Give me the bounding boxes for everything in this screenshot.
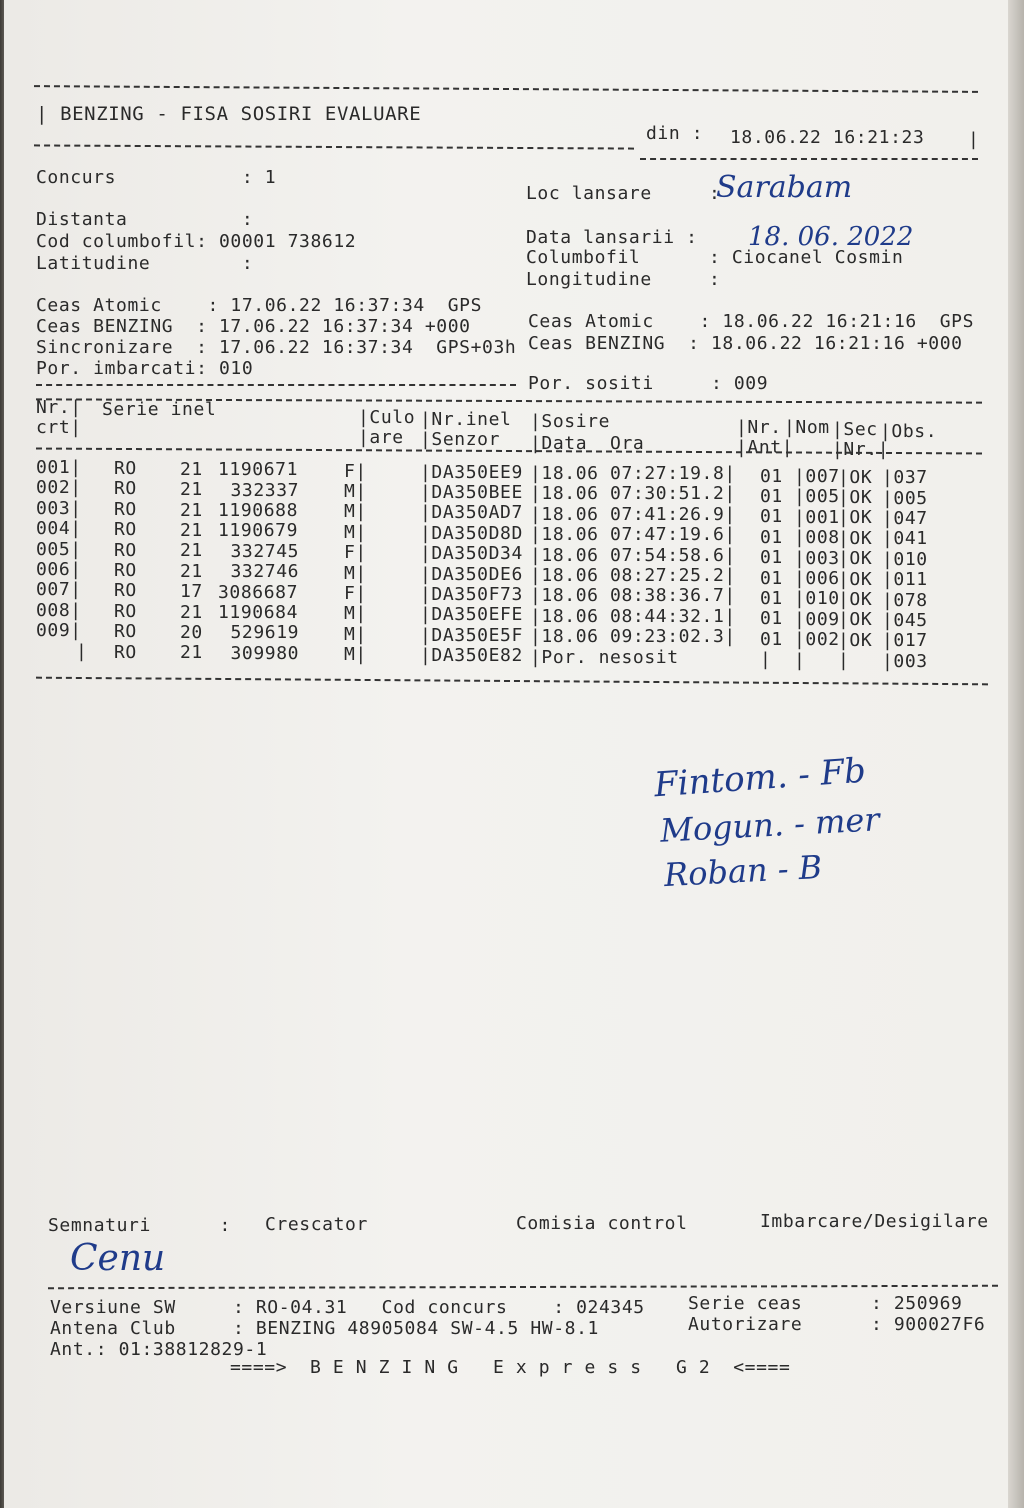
row-sensor: |DA350F73: [420, 584, 523, 605]
row-obs: |037: [882, 467, 928, 489]
crescator-signature: Cenu: [70, 1238, 166, 1279]
row-country: RO: [114, 539, 137, 561]
page-title: | BENZING - FISA SOSIRI EVALUARE: [36, 103, 422, 125]
row-country: RO: [114, 478, 137, 500]
row-arrival: |Por. nesosit: [530, 646, 679, 668]
row-arrival: |18.06 08:27:25.2|: [530, 564, 736, 586]
row-nom: |005: [794, 486, 840, 508]
row-sex: M|: [344, 501, 367, 523]
row-nr-crt: 006|: [36, 559, 82, 580]
row-obs: |045: [882, 609, 928, 631]
distanta-field: Distanta :: [36, 209, 254, 230]
row-sec: |: [838, 650, 850, 672]
row-country: RO: [114, 559, 137, 581]
row-obs: |047: [882, 507, 928, 529]
row-nom: |009: [794, 608, 840, 630]
row-sex: F|: [344, 460, 367, 482]
row-arrival: |18.06 07:54:58.6|: [530, 544, 736, 566]
row-sensor: |DA350D34: [420, 543, 523, 565]
row-nr-crt: 009|: [36, 620, 82, 642]
row-antenna: 01: [760, 506, 783, 528]
col-data-ora: |Data Ora: [530, 433, 645, 454]
row-country: RO: [114, 580, 137, 602]
row-ring-number: 1190688: [218, 499, 299, 521]
handwritten-note: Roban - B: [663, 847, 824, 895]
row-ring-number: 332745: [230, 540, 300, 562]
row-arrival: |18.06 07:30:51.2|: [530, 483, 736, 505]
row-sex: M|: [344, 603, 367, 625]
row-nr-crt: 002|: [36, 477, 82, 499]
row-nom: |008: [794, 527, 840, 549]
col-crt: crt|: [36, 417, 82, 438]
row-year: 21: [180, 519, 203, 541]
row-year: 20: [180, 621, 203, 643]
row-antenna: 01: [760, 628, 783, 650]
row-year: 21: [180, 560, 203, 582]
row-sensor: |DA350D8D: [420, 522, 523, 544]
row-year: 17: [180, 581, 203, 603]
row-sec: |OK: [838, 629, 873, 651]
row-nr-crt: 008|: [36, 599, 82, 621]
row-nr-crt: |: [76, 640, 88, 662]
col-senzor: |Senzor: [420, 429, 501, 450]
por-imbarcati: Por. imbarcati: 010: [36, 358, 254, 379]
autorizare: Autorizare : 900027F6: [688, 1314, 986, 1335]
row-nr-crt: 005|: [36, 538, 82, 560]
row-ring-number: 1190679: [218, 520, 299, 542]
data-lansarii-handwritten: 18. 06. 2022: [748, 222, 914, 252]
row-country: RO: [114, 498, 137, 520]
col-culoare-2: |are: [358, 427, 404, 448]
row-sex: M|: [344, 623, 367, 645]
row-year: 21: [180, 479, 203, 501]
row-year: 21: [180, 540, 203, 562]
sincronizare: Sincronizare : 17.06.22 16:37:34 GPS+03h: [36, 337, 517, 358]
row-ring-number: 309980: [230, 642, 300, 664]
row-year: 21: [180, 601, 203, 623]
handwritten-note: Fintom. - Fb: [652, 750, 868, 806]
row-antenna: 01: [760, 608, 783, 630]
row-sensor: |DA350DE6: [420, 563, 523, 585]
row-antenna: |: [760, 649, 772, 671]
serie-ceas: Serie ceas : 250969: [688, 1293, 963, 1314]
row-nr-crt: 001|: [36, 457, 82, 478]
row-sex: M|: [344, 644, 367, 666]
handwritten-note: Mogun. - mer: [659, 800, 881, 850]
row-ring-number: 3086687: [218, 581, 299, 603]
row-nr-crt: 007|: [36, 579, 82, 601]
row-nr-crt: 004|: [36, 518, 82, 540]
row-obs: |011: [882, 569, 928, 591]
row-country: RO: [114, 457, 137, 479]
semnaturi-label: Semnaturi :: [48, 1215, 231, 1236]
ceas-atomic-end: Ceas Atomic : 18.06.22 16:21:16 GPS: [528, 311, 975, 332]
row-arrival: |18.06 09:23:02.3|: [530, 626, 736, 648]
antena-id: Ant.: 01:38812829-1: [50, 1339, 268, 1360]
row-sensor: |DA350E82: [420, 645, 523, 667]
row-sensor: |DA350AD7: [420, 502, 523, 524]
col-nom: |Nom: [784, 417, 830, 438]
row-ring-number: 332746: [230, 561, 300, 583]
row-antenna: 01: [760, 526, 783, 548]
row-ring-number: 529619: [230, 622, 300, 644]
ceas-atomic-start: Ceas Atomic : 17.06.22 16:37:34 GPS: [36, 295, 483, 316]
row-antenna: 01: [760, 465, 783, 487]
row-obs: |041: [882, 528, 928, 550]
ceas-benzing-end: Ceas BENZING : 18.06.22 16:21:16 +000: [528, 333, 963, 354]
row-ring-number: 1190671: [218, 459, 299, 481]
col-sosire: |Sosire: [530, 411, 611, 432]
row-antenna: 01: [760, 567, 783, 589]
row-sec: |OK: [838, 568, 873, 590]
row-sec: |OK: [838, 527, 873, 549]
row-sex: M|: [344, 562, 367, 584]
row-obs: |005: [882, 487, 928, 509]
row-sensor: |DA350E5F: [420, 624, 523, 646]
row-obs: |010: [882, 548, 928, 570]
loc-lansare-handwritten: Sarabam: [716, 170, 853, 205]
row-sec: |OK: [838, 609, 873, 631]
longitudine-field: Longitudine :: [526, 269, 721, 290]
row-ring-number: 332337: [230, 479, 300, 501]
row-country: RO: [114, 641, 137, 663]
col-culoare: |Culo: [358, 407, 416, 428]
row-arrival: |18.06 07:27:19.8|: [530, 462, 736, 484]
row-sec: |OK: [838, 548, 873, 570]
row-nom: |: [794, 649, 806, 671]
divider: [640, 158, 978, 160]
concurs-field: Concurs : 1: [36, 167, 277, 188]
col-nr-ant-2: |Ant|: [736, 437, 794, 458]
din-label: din :: [646, 123, 704, 144]
row-arrival: |18.06 07:41:26.9|: [530, 503, 736, 525]
por-sositi: Por. sositi : 009: [528, 373, 769, 394]
row-nom: |001: [794, 506, 840, 528]
row-year: 21: [180, 499, 203, 521]
versiune-sw: Versiune SW : RO-04.31 Cod concurs : 024345: [50, 1297, 645, 1318]
row-sex: F|: [344, 583, 367, 605]
crescator-label: Crescator: [265, 1214, 368, 1235]
row-sec: |OK: [838, 589, 873, 611]
comisia-control-label: Comisia control: [516, 1213, 688, 1234]
row-sensor: |DA350EFE: [420, 604, 523, 626]
row-arrival: |18.06 08:38:36.7|: [530, 585, 736, 607]
col-nr: Nr.|: [36, 397, 82, 418]
row-sex: F|: [344, 542, 367, 564]
row-obs: |017: [882, 630, 928, 652]
row-sec: |OK: [838, 487, 873, 509]
row-year: 21: [180, 458, 203, 480]
row-antenna: 01: [760, 547, 783, 569]
row-arrival: |18.06 08:44:32.1|: [530, 605, 736, 627]
row-sex: M|: [344, 481, 367, 503]
col-nr-inel: |Nr.inel: [420, 409, 512, 430]
row-sec: |OK: [838, 466, 873, 488]
row-nom: |010: [794, 588, 840, 610]
col-serie-inel: Serie inel: [102, 399, 217, 420]
row-sensor: |DA350EE9: [420, 461, 523, 483]
row-sex: M|: [344, 521, 367, 543]
row-antenna: 01: [760, 486, 783, 508]
data-lansarii-field: Data lansarii :: [526, 227, 698, 248]
loc-lansare-field: Loc lansare :: [526, 183, 721, 204]
columbofil-field: Columbofil : Ciocanel Cosmin: [526, 247, 904, 268]
col-sec-nr: |Nr.|: [832, 439, 890, 460]
row-nom: |002: [794, 629, 840, 651]
row-country: RO: [114, 621, 137, 643]
benzing-banner: ====> B E N Z I N G E x p r e s s G 2 <====: [230, 1357, 791, 1378]
row-sec: |OK: [838, 507, 873, 529]
row-nom: |007: [794, 466, 840, 488]
row-obs: |078: [882, 589, 928, 611]
row-ring-number: 1190684: [218, 601, 299, 623]
row-nom: |003: [794, 547, 840, 569]
ceas-benzing-start: Ceas BENZING : 17.06.22 16:37:34 +000: [36, 316, 471, 337]
latitudine-field: Latitudine :: [36, 253, 254, 274]
row-obs: |003: [882, 650, 928, 672]
antena-club: Antena Club : BENZING 48905084 SW-4.5 HW-8.1: [50, 1318, 599, 1339]
col-sec: |Sec: [832, 419, 878, 440]
row-sensor: |DA350BEE: [420, 482, 523, 503]
row-antenna: 01: [760, 588, 783, 610]
col-obs: |Obs.: [880, 421, 938, 442]
row-year: 21: [180, 642, 203, 664]
row-country: RO: [114, 519, 137, 541]
cod-columbofil-field: Cod columbofil: 00001 738612: [36, 231, 357, 252]
report-datetime: 18.06.22 16:21:23: [730, 127, 925, 148]
row-arrival: |18.06 07:47:19.6|: [530, 524, 736, 546]
row-country: RO: [114, 600, 137, 622]
divider: [36, 384, 516, 386]
imbarcare-label: Imbarcare/Desigilare: [760, 1211, 989, 1232]
row-nr-crt: 003|: [36, 497, 82, 519]
paper-edge-right: [1008, 0, 1024, 1508]
col-nr-ant: |Nr.: [736, 417, 782, 438]
row-nom: |006: [794, 568, 840, 590]
header-bar: |: [968, 129, 980, 150]
